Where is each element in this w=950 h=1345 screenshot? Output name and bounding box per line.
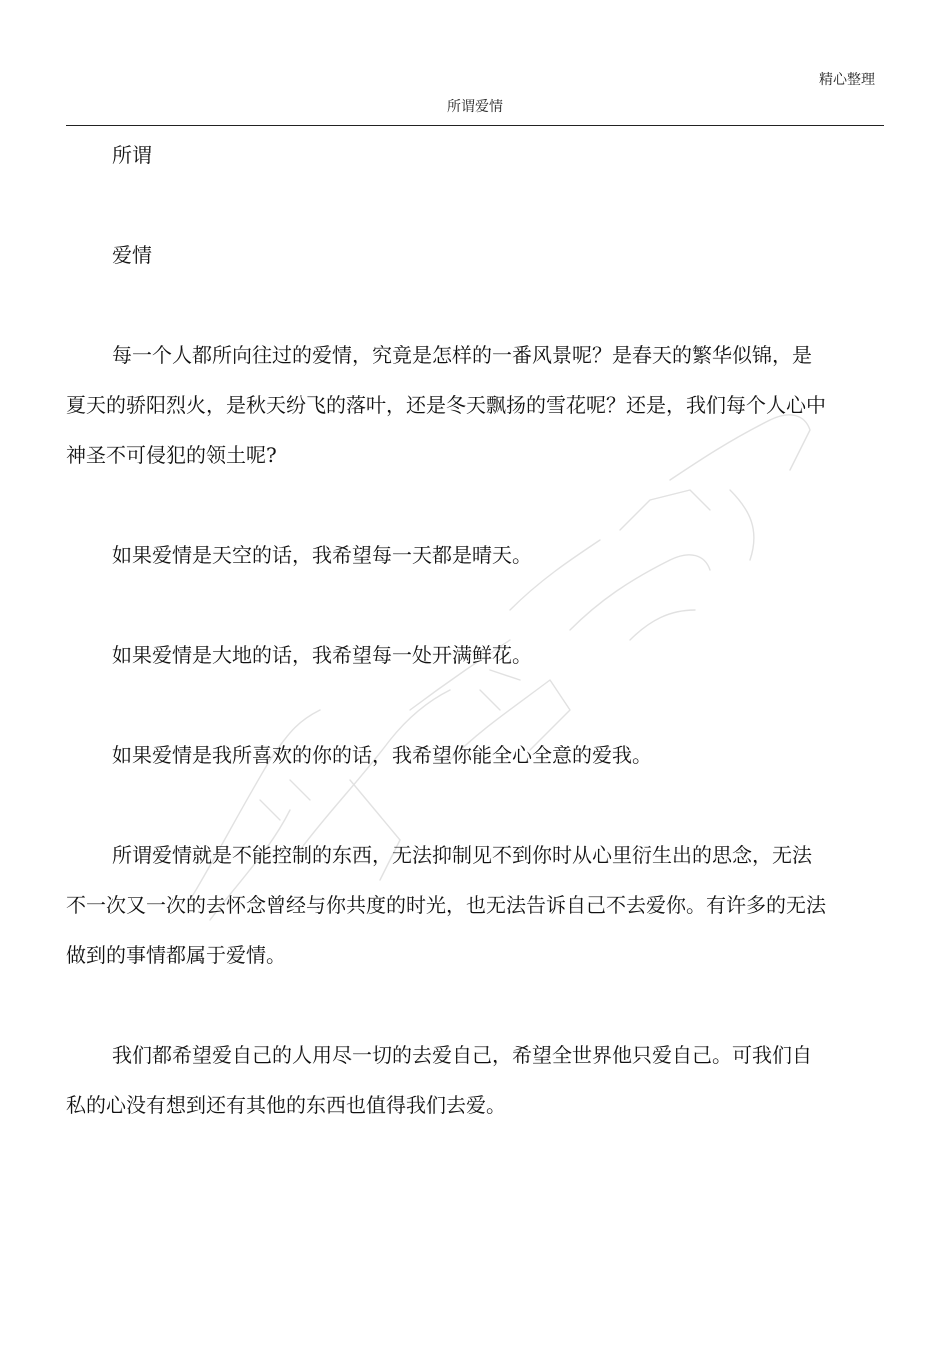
document-body <box>66 130 826 1130</box>
paragraph-6: 我们都希望爱自己的人用尽一切的去爱自己，希望全世界他只爱自己。可我们自私的心没有想到还有其他的东西也值得我们去爱。 <box>66 1043 812 1117</box>
heading-line-2: 爱情 <box>112 243 152 267</box>
corner-note: 精心整理 <box>819 72 875 88</box>
paragraph-2: 如果爱情是天空的话，我希望每一天都是晴天。 <box>112 543 532 567</box>
heading-line-1: 所谓 <box>112 143 152 167</box>
paragraph-1: 每一个人都所向往过的爱情，究竟是怎样的一番风景呢？是春天的繁华似锦，是夏天的骄阳烈火，是秋天纷飞的落叶，还是冬天飘扬的雪花呢？还是，我们每个人心中神圣不可侵犯的领土呢? <box>66 343 826 467</box>
paragraph-4: 如果爱情是我所喜欢的你的话，我希望你能全心全意的爱我。 <box>112 743 652 767</box>
header-rule <box>66 125 884 126</box>
paragraph-3: 如果爱情是大地的话，我希望每一处开满鲜花。 <box>112 643 532 667</box>
paragraph-5: 所谓爱情就是不能控制的东西，无法抑制见不到你时从心里衍生出的思念，无法不一次又一次的去怀念曾经与你共度的时光，也无法告诉自己不去爱你。有许多的无法做到的事情都属于爱情。 <box>66 843 826 967</box>
running-header-title: 所谓爱情 <box>447 99 503 115</box>
